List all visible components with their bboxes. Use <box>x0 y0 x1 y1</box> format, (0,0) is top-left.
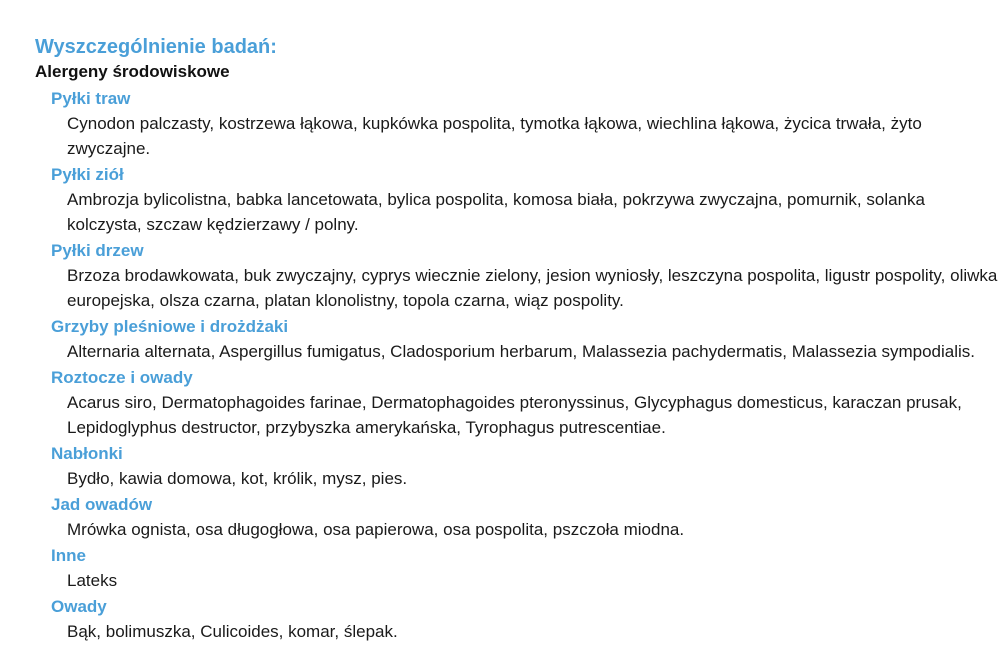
group-insect-venom <box>0 493 1008 542</box>
group-title: Grzyby pleśniowe i drożdżaki <box>51 317 289 336</box>
group-insects <box>0 595 1008 644</box>
group-title: Pyłki drzew <box>51 241 144 260</box>
group-title: Roztocze i owady <box>51 368 193 387</box>
group-title: Nabłonki <box>51 444 123 463</box>
group-items: Brzoza brodawkowata, buk zwyczajny, cyprys wiecznie zielony, jesion wyniosły, leszczyna pospolita, ligustr pospolity, oliwka europejska, olsza czarna, platan klonolistny, topola czarna, wiąz pospolity. <box>67 266 998 310</box>
group-tree-pollen <box>0 239 1008 313</box>
group-mites-insects <box>0 366 1008 440</box>
group-title: Pyłki ziół <box>51 165 124 184</box>
group-title: Owady <box>51 597 107 616</box>
group-molds-yeasts <box>0 315 1008 364</box>
group-items: Acarus siro, Dermatophagoides farinae, Dermatophagoides pteronyssinus, Glycyphagus domesticus, karaczan prusak, Lepidoglyphus destructor, przybyszka amerykańska, Tyrophagus putrescentiae. <box>67 393 962 437</box>
group-other <box>0 544 1008 593</box>
group-grass-pollen <box>0 87 1008 161</box>
group-epithelia <box>0 442 1008 491</box>
page-heading: Wyszczególnienie badań: <box>35 36 277 58</box>
group-items: Cynodon palczasty, kostrzewa łąkowa, kupkówka pospolita, tymotka łąkowa, wiechlina łąkowa, życica trwała, żyto zwyczajne. <box>67 114 922 158</box>
group-items: Lateks <box>67 571 118 590</box>
group-items: Bąk, bolimuszka, Culicoides, komar, ślepak. <box>67 622 398 641</box>
group-herb-pollen <box>0 163 1008 237</box>
group-items: Ambrozja bylicolistna, babka lancetowata, bylica pospolita, komosa biała, pokrzywa zwyczajna, pomurnik, solanka kolczysta, szczaw kędzierzawy / polny. <box>67 190 925 234</box>
group-items: Alternaria alternata, Aspergillus fumigatus, Cladosporium herbarum, Malassezia pachydermatis, Malassezia sympodialis. <box>67 342 976 361</box>
group-title: Jad owadów <box>51 495 153 514</box>
section-title: Alergeny środowiskowe <box>35 62 230 81</box>
group-items: Bydło, kawia domowa, kot, królik, mysz, pies. <box>67 469 408 488</box>
group-items: Mrówka ognista, osa długogłowa, osa papierowa, osa pospolita, pszczoła miodna. <box>67 520 685 539</box>
group-title: Inne <box>51 546 86 565</box>
group-title: Pyłki traw <box>51 89 131 108</box>
